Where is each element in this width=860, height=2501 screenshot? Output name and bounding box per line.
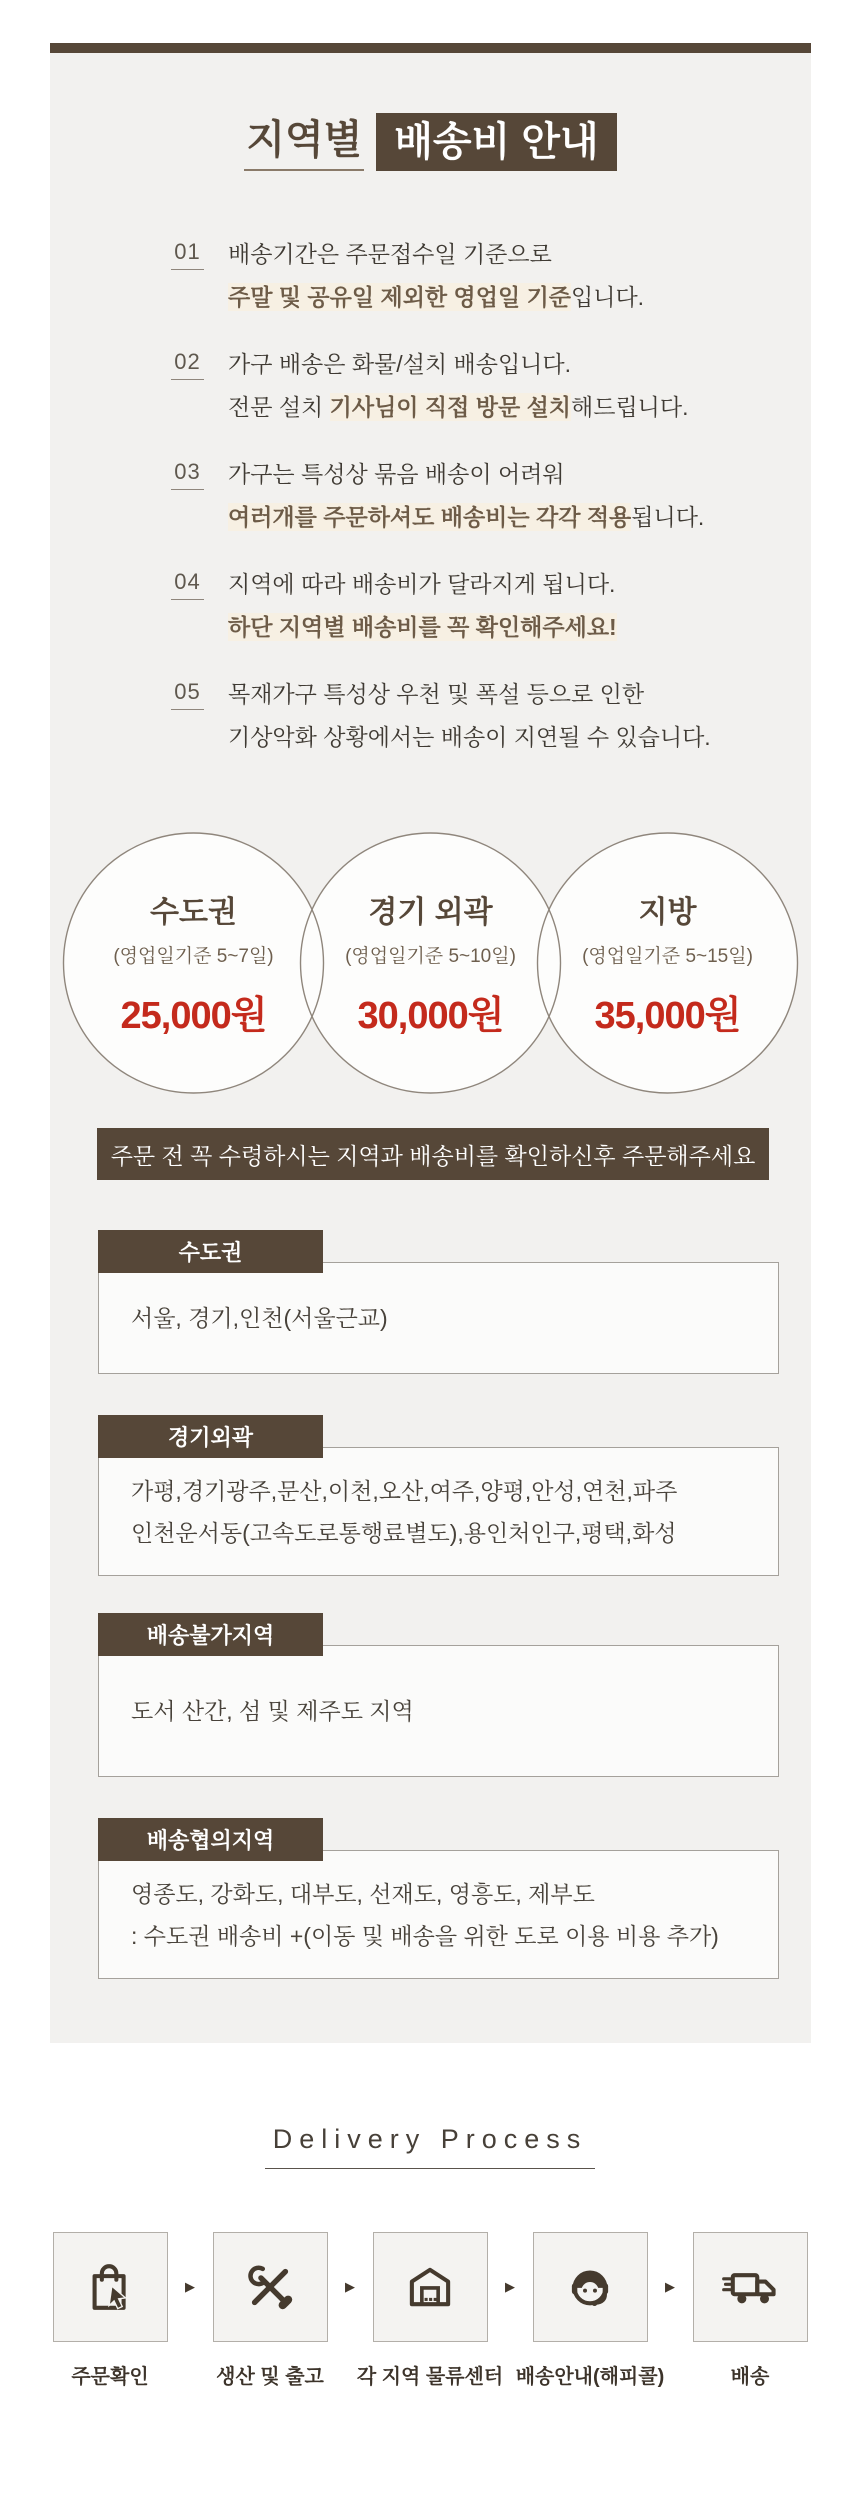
region-box-body — [98, 1850, 779, 1979]
notice-line-2 — [228, 716, 781, 759]
delivery-process-steps — [0, 2232, 860, 2388]
notice-number: 05 — [171, 679, 204, 710]
plain-text: 해드립니다. — [571, 394, 689, 420]
plain-text: 입니다. — [571, 284, 645, 310]
page-title — [50, 113, 811, 171]
region-box-metro — [98, 1230, 779, 1374]
shopping-bag-click-icon — [81, 2258, 139, 2316]
fee-price: 30,000원 — [357, 995, 504, 1037]
notice-text — [228, 673, 781, 759]
plain-text: 됩니다. — [631, 504, 705, 530]
notice-text — [228, 563, 781, 649]
region-box-tab: 배송불가지역 — [98, 1613, 323, 1656]
top-accent-bar — [50, 43, 811, 53]
fee-lead-time: (영업일기준 5~7일) — [113, 946, 274, 967]
process-step-box — [53, 2232, 168, 2342]
process-arrow-icon: ▶ — [185, 2279, 195, 2294]
process-step-box — [373, 2232, 488, 2342]
notice-text — [228, 233, 781, 319]
process-step-logistics-center — [356, 2232, 504, 2388]
title-prefix: 지역별 — [244, 115, 364, 171]
region-box-no-delivery — [98, 1613, 779, 1777]
process-step-delivery — [693, 2232, 808, 2388]
delivery-process-title: Delivery Process — [265, 2124, 596, 2169]
delivery-process-heading — [0, 2124, 860, 2169]
highlight-text: 주말 및 공유일 제외한 영업일 기준 — [228, 284, 572, 310]
highlight-text: 기사님이 직접 방문 설치 — [329, 394, 572, 420]
region-line: 영종도, 강화도, 대부도, 선재도, 영흥도, 제부도 — [131, 1880, 595, 1907]
process-arrow-icon: ▶ — [505, 2279, 515, 2294]
confirm-before-order-banner: 주문 전 꼭 수령하시는 지역과 배송비를 확인하신후 주문해주세요 — [97, 1128, 769, 1180]
notice-line-1: 목재가구 특성상 우천 및 폭설 등으로 인한 — [228, 681, 645, 707]
notice-text — [228, 453, 781, 539]
process-arrow-icon: ▶ — [345, 2279, 355, 2294]
fee-circle-province — [537, 832, 799, 1094]
notice-number: 02 — [171, 349, 204, 380]
notice-line-1: 지역에 따라 배송비가 달라지게 됩니다. — [228, 571, 616, 597]
process-step-happy-call — [515, 2232, 665, 2388]
process-step-box — [693, 2232, 808, 2342]
region-line: 도서 산간, 섬 및 제주도 지역 — [131, 1698, 414, 1724]
region-box-negotiated-delivery — [98, 1818, 779, 1979]
plain-text: 기상악화 상황에서는 배송이 지연될 수 있습니다. — [228, 724, 711, 750]
process-step-box — [213, 2232, 328, 2342]
warehouse-icon — [401, 2258, 459, 2316]
region-box-tab: 배송협의지역 — [98, 1818, 323, 1861]
notice-item-02 — [171, 343, 781, 429]
shipping-fee-circles — [50, 832, 811, 1094]
notice-line-1: 가구 배송은 화물/설치 배송입니다. — [228, 351, 572, 377]
process-step-box — [533, 2232, 648, 2342]
delivery-info-panel — [50, 43, 811, 2043]
notice-line-2 — [228, 606, 781, 649]
region-line: 인천운서동(고속도로통행료별도),용인처인구,평택,화성 — [131, 1519, 677, 1546]
headset-agent-icon — [561, 2258, 619, 2316]
region-box-body — [98, 1645, 779, 1777]
fee-region-name: 수도권 — [150, 896, 237, 929]
highlight-text: 여러개를 주문하셔도 배송비는 각각 적용 — [228, 504, 632, 530]
process-arrow-icon: ▶ — [665, 2279, 675, 2294]
region-box-tab: 경기외곽 — [98, 1415, 323, 1458]
fee-price: 35,000원 — [594, 995, 741, 1037]
region-box-body — [98, 1447, 779, 1576]
fee-price: 25,000원 — [120, 995, 267, 1037]
highlight-text: 하단 지역별 배송비를 꼭 확인해주세요! — [228, 614, 617, 640]
delivery-truck-icon — [721, 2258, 779, 2316]
notice-line-2 — [228, 276, 781, 319]
notice-number: 03 — [171, 459, 204, 490]
fee-lead-time: (영업일기준 5~10일) — [345, 946, 516, 967]
process-step-label: 각 지역 물류센터 — [356, 2366, 504, 2388]
region-box-gyeonggi-outer — [98, 1415, 779, 1576]
notice-item-04 — [171, 563, 781, 649]
notice-line-1: 배송기간은 주문접수일 기준으로 — [228, 241, 552, 267]
notice-number: 04 — [171, 569, 204, 600]
notice-list — [171, 233, 781, 783]
notice-line-1: 가구는 특성상 묶음 배송이 어려워 — [228, 461, 565, 487]
fee-region-name: 경기 외곽 — [368, 896, 493, 929]
notice-item-03 — [171, 453, 781, 539]
region-box-tab: 수도권 — [98, 1230, 323, 1273]
plain-text: 전문 설치 — [228, 394, 330, 420]
process-step-order-check — [53, 2232, 168, 2388]
process-step-label: 생산 및 출고 — [216, 2366, 324, 2388]
notice-number: 01 — [171, 239, 204, 270]
process-step-label: 배송 — [730, 2366, 770, 2388]
notice-item-05 — [171, 673, 781, 759]
process-step-production — [213, 2232, 328, 2388]
fee-region-name: 지방 — [638, 896, 697, 929]
region-line: 서울, 경기,인천(서울근교) — [131, 1305, 388, 1331]
region-line: 가평,경기광주,문산,이천,오산,여주,양평,안성,연천,파주 — [131, 1477, 678, 1504]
notice-item-01 — [171, 233, 781, 319]
process-step-label: 주문확인 — [71, 2366, 149, 2388]
notice-line-2 — [228, 386, 781, 429]
fee-circle-gyeonggi-outer — [300, 832, 562, 1094]
notice-text — [228, 343, 781, 429]
fee-circle-metro — [63, 832, 325, 1094]
notice-line-2 — [228, 496, 781, 539]
fee-lead-time: (영업일기준 5~15일) — [582, 946, 753, 967]
region-line: : 수도권 배송비 +(이동 및 배송을 위한 도로 이용 비용 추가) — [131, 1922, 719, 1949]
region-box-body — [98, 1262, 779, 1374]
process-step-label: 배송안내(해피콜) — [515, 2366, 665, 2388]
tools-icon — [241, 2258, 299, 2316]
title-highlight-chip: 배송비 안내 — [376, 113, 616, 171]
